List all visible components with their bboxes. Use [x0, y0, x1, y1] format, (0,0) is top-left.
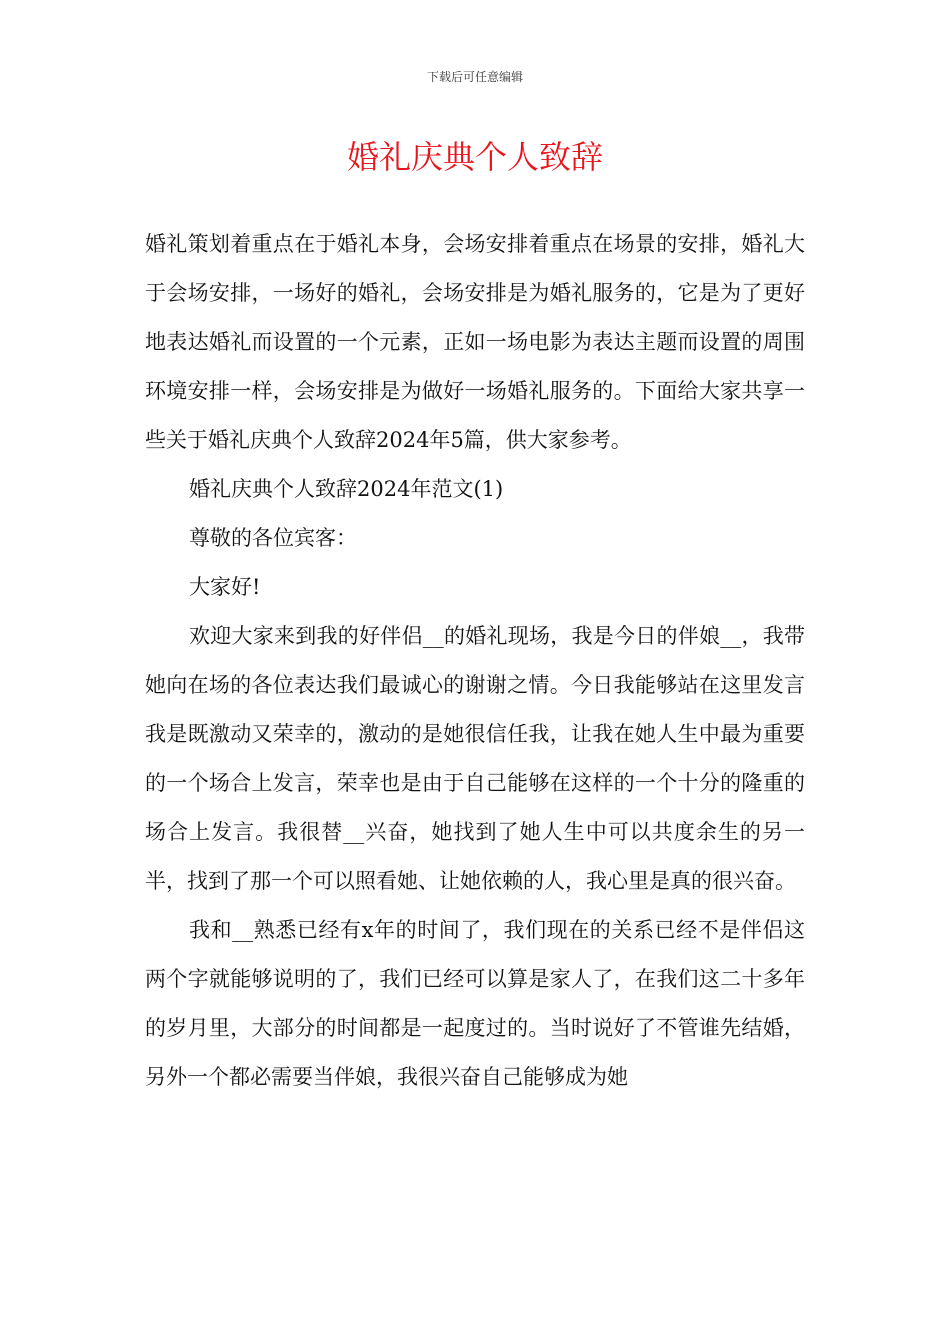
body-paragraph-1: 欢迎大家来到我的好伴侣__的婚礼现场，我是今日的伴娘__，我带她向在场的各位表达我们最诚心的谢谢之情。今日我能够站在这里发言我是既激动又荣幸的，激动的是她很信任我，让我在她人生中最为重要的一个场合上发言，荣幸也是由于自己能够在这样的一个十分的隆重的场合上发言。我很替__兴奋，她找到了她人生中可以共度余生的另一半，找到了那一个可以照看她、让她依赖的人，我心里是真的很兴奋。: [145, 624, 805, 893]
document-body: [145, 220, 805, 1102]
salutation: 尊敬的各位宾客：: [189, 526, 357, 550]
intro-paragraph: 婚礼策划着重点在于婚礼本身，会场安排着重点在场景的安排，婚礼大于会场安排，一场好的婚礼，会场安排是为婚礼服务的，它是为了更好地表达婚礼而设置的一个元素，正如一场电影为表达主题而设置的周围环境安排一样，会场安排是为做好一场婚礼服务的。下面给大家共享一些关于婚礼庆典个人致辞2024年5篇，供大家参考。: [145, 232, 805, 452]
body-paragraph-2: 我和__熟悉已经有x年的时间了，我们现在的关系已经不是伴侣这两个字就能够说明的了，我们已经可以算是家人了，在我们这二十多年的岁月里，大部分的时间都是一起度过的。当时说好了不管谁先结婚，另外一个都必需要当伴娘，我很兴奋自己能够成为她: [145, 918, 805, 1089]
header-note: 下载后可任意编辑: [426, 70, 523, 84]
section-title: 婚礼庆典个人致辞2024年范文(1): [189, 477, 504, 501]
greeting: 大家好!: [189, 575, 261, 599]
document-title: 婚礼庆典个人致辞: [346, 138, 603, 176]
